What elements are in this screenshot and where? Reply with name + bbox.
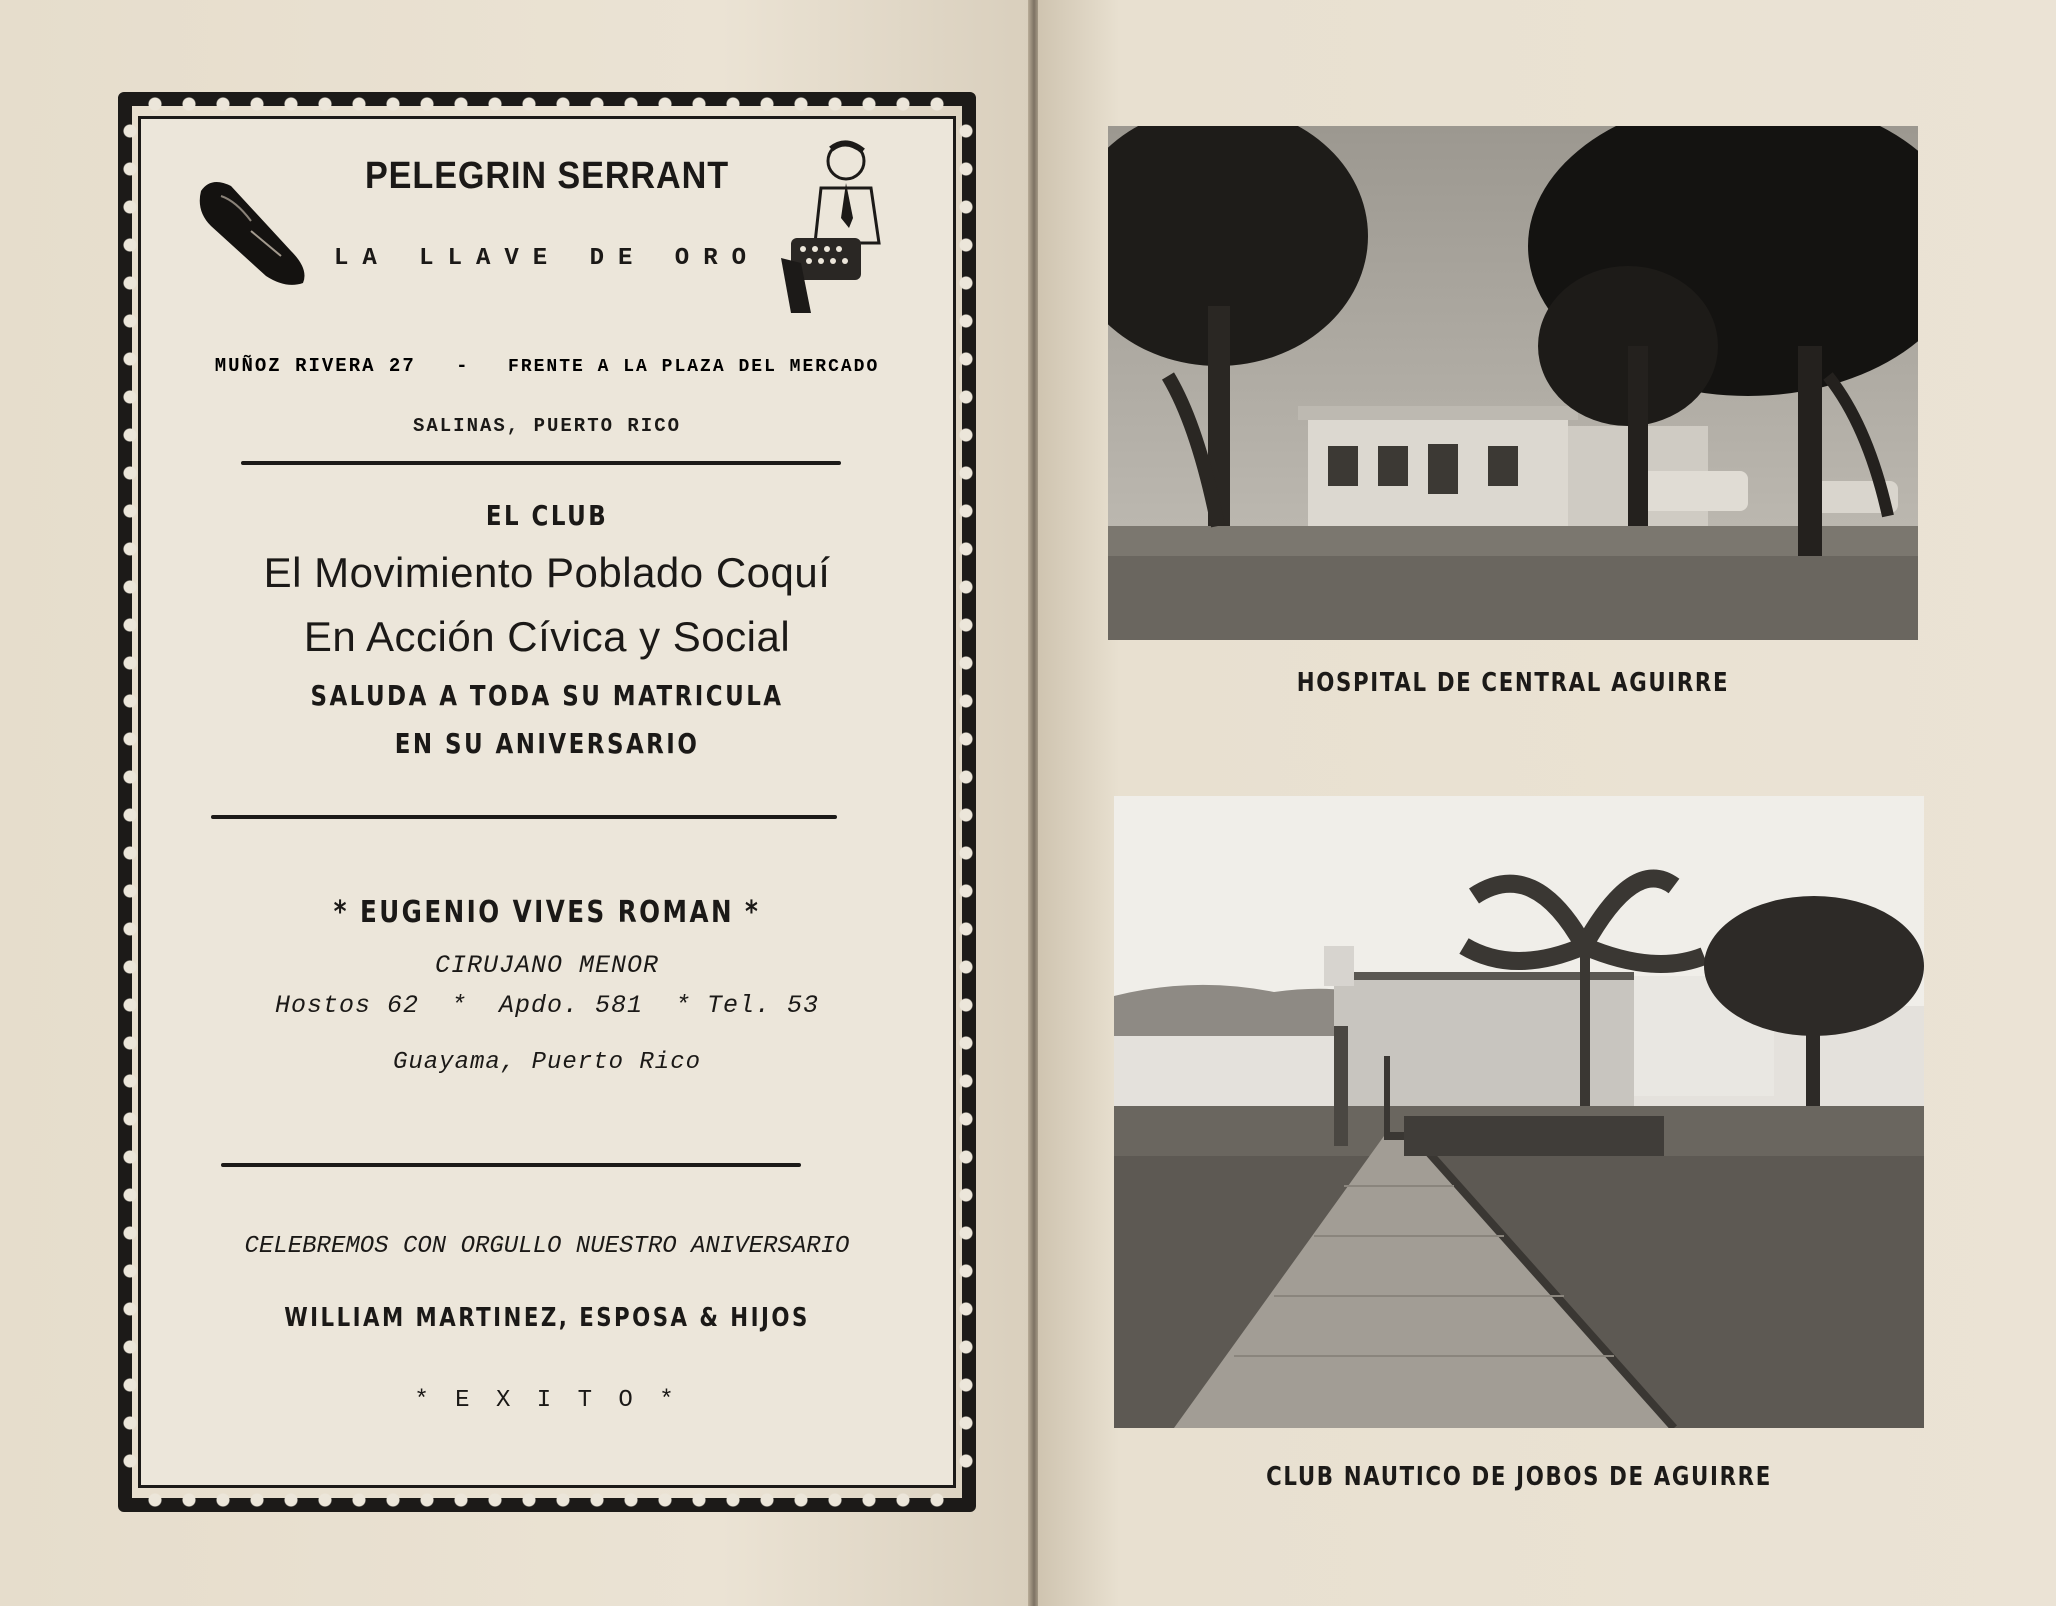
divider-2: [211, 815, 837, 819]
divider-1: [241, 461, 841, 465]
ad4-line3: * E X I T O *: [414, 1387, 680, 1414]
nautical-club-photo: [1114, 796, 1924, 1428]
ad2-line2: El Movimiento Poblado Coquí: [263, 549, 831, 596]
ad3-title: CIRUJANO MENOR: [434, 951, 660, 980]
ad2-line4: SALUDA A TODA SU MATRICULA: [310, 679, 784, 712]
ad1-name: PELEGRIN SERRANT: [364, 155, 730, 197]
ad3-city: Guayama, Puerto Rico: [392, 1049, 702, 1076]
ad2-line5: EN SU ANIVERSARIO: [394, 727, 700, 760]
ad4-line2: WILLIAM MARTINEZ, ESPOSA & HIJOS: [284, 1303, 810, 1333]
nautical-club-caption: CLUB NAUTICO DE JOBOS DE AGUIRRE: [1266, 1462, 1772, 1492]
ad2-line1: EL CLUB: [485, 499, 609, 532]
ad4-line1: CELEBREMOS CON ORGULLO NUESTRO ANIVERSARIO: [244, 1233, 850, 1260]
ad-panel: [138, 116, 956, 1488]
hospital-caption: HOSPITAL DE CENTRAL AGUIRRE: [1296, 668, 1730, 698]
ad1-tagline: LA LLAVE DE ORO: [333, 245, 761, 272]
ad3-contact: Hostos 62 * Apdo. 581 * Tel. 53: [274, 991, 820, 1020]
ad1-address-line2: SALINAS, PUERTO RICO: [412, 415, 682, 437]
ad1-address-line1: MUÑOZ RIVERA 27 - FRENTE A LA PLAZA DEL MERCADO: [214, 355, 880, 377]
ad2-line3: En Acción Cívica y Social: [303, 613, 791, 660]
right-page: [1038, 0, 2056, 1606]
hospital-photo: [1108, 126, 1918, 640]
divider-3: [221, 1163, 801, 1167]
ad3-name: * EUGENIO VIVES ROMAN *: [333, 895, 761, 930]
